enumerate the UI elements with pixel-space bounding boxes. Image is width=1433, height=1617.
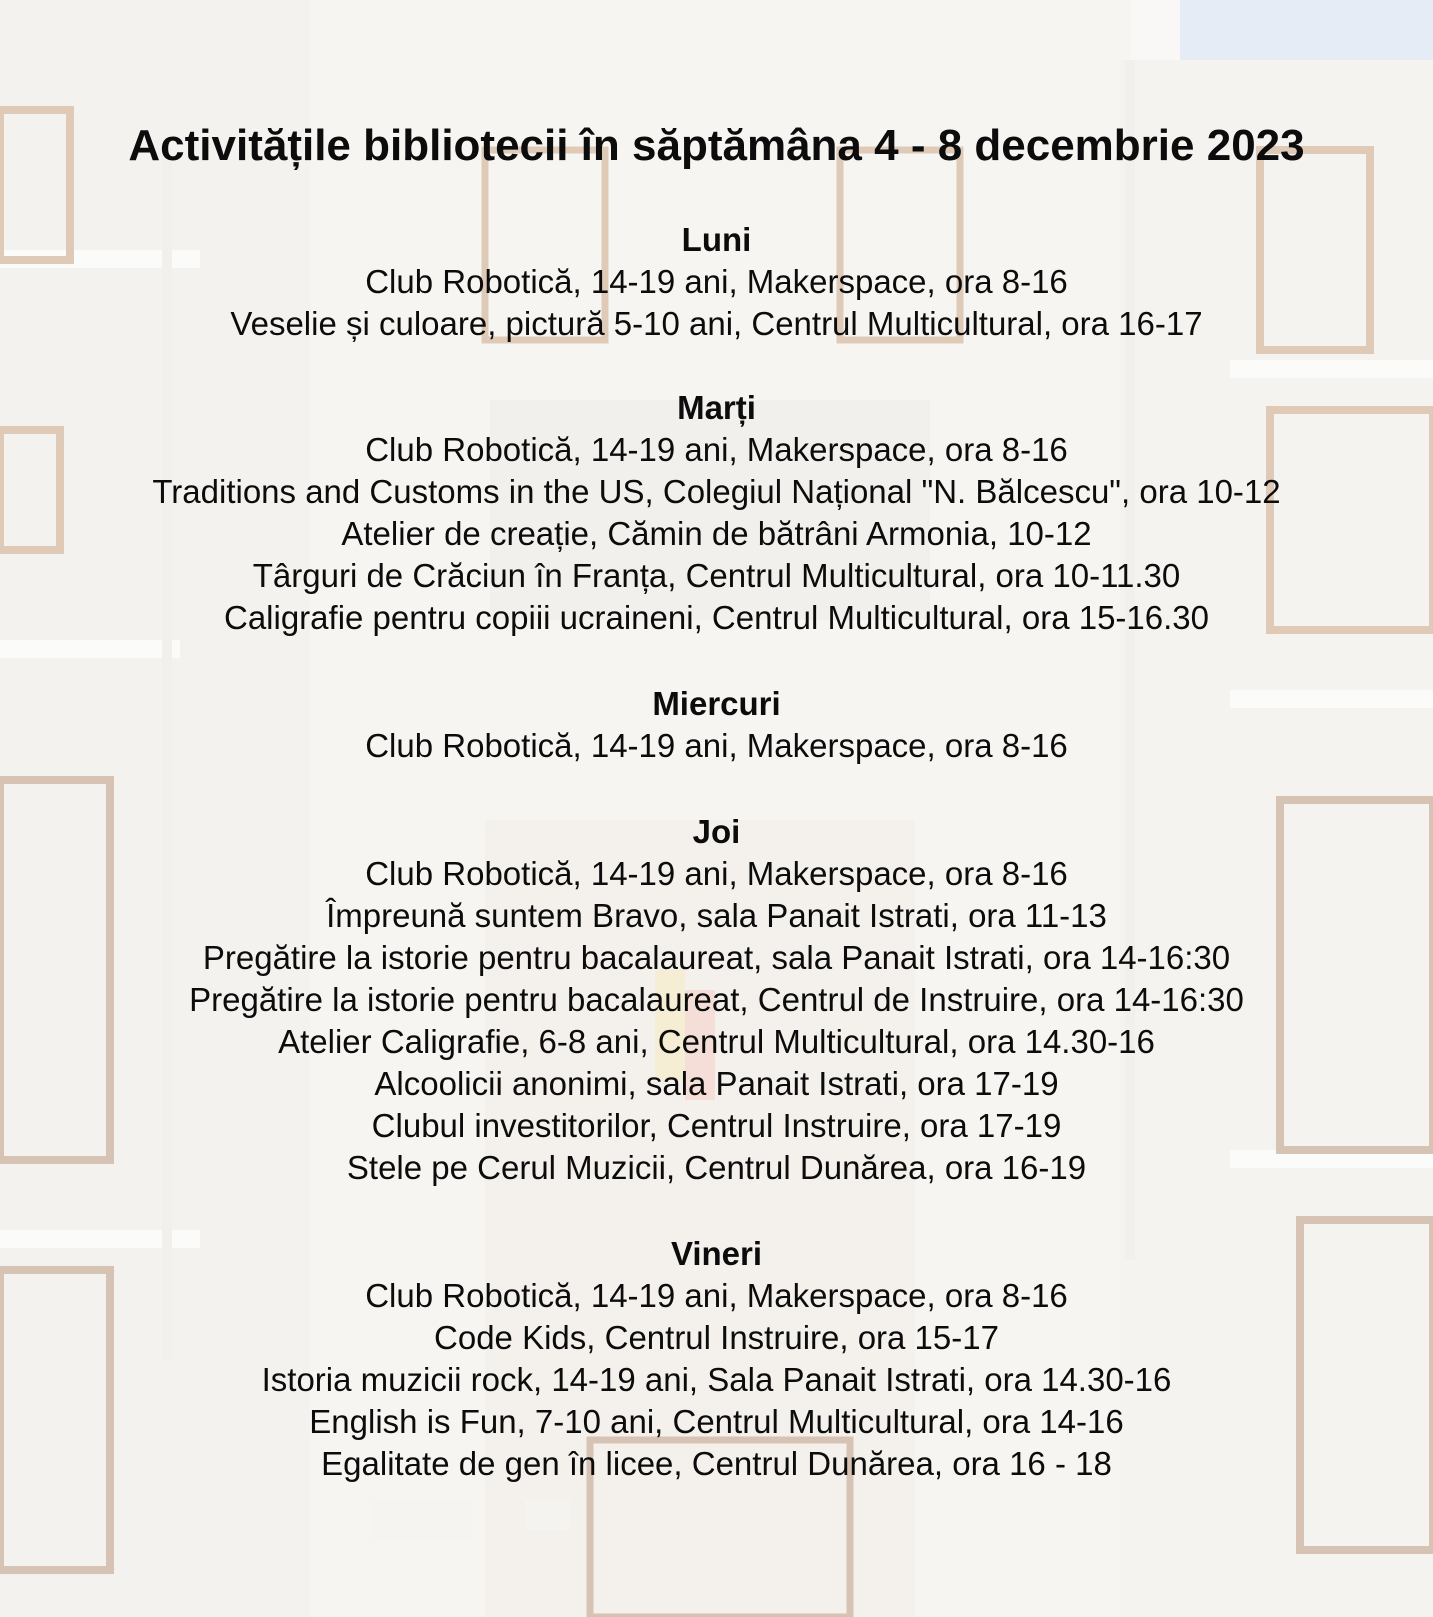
- day-section-marti: [0, 387, 1433, 639]
- event-item: Caligrafie pentru copiii ucraineni, Centrul Multicultural, ora 15-16.30: [223, 599, 1209, 636]
- page-title: Activitățile bibliotecii în săptămâna 4 - 8 decembrie 2023: [128, 121, 1305, 170]
- day-heading: Luni: [681, 221, 752, 258]
- event-item: Alcoolicii anonimi, sala Panait Istrati, ora 17-19: [374, 1065, 1059, 1102]
- day-heading: Joi: [692, 813, 741, 850]
- event-item: Traditions and Customs in the US, Colegiul Național "N. Bălcescu", ora 10-12: [152, 473, 1281, 510]
- event-item: Egalitate de gen în licee, Centrul Dunărea, ora 16 - 18: [321, 1445, 1112, 1482]
- day-section-vineri: [0, 1233, 1433, 1485]
- event-item: Târguri de Crăciun în Franța, Centrul Multicultural, ora 10-11.30: [252, 557, 1181, 594]
- day-section-luni: [0, 219, 1433, 345]
- day-section-miercuri: [0, 683, 1433, 767]
- event-item: Pregătire la istorie pentru bacalaureat, Centrul de Instruire, ora 14-16:30: [189, 981, 1244, 1018]
- day-heading: Vineri: [670, 1235, 763, 1272]
- event-item: Împreună suntem Bravo, sala Panait Istrati, ora 11-13: [326, 897, 1107, 934]
- event-item: English is Fun, 7-10 ani, Centrul Multicultural, ora 14-16: [309, 1403, 1124, 1440]
- day-heading: Marți: [677, 389, 756, 426]
- day-section-joi: [0, 811, 1433, 1189]
- event-item: Pregătire la istorie pentru bacalaureat, sala Panait Istrati, ora 14-16:30: [202, 939, 1231, 976]
- event-item: Club Robotică, 14-19 ani, Makerspace, ora 8-16: [365, 431, 1068, 468]
- event-item: Clubul investitorilor, Centrul Instruire, ora 17-19: [371, 1107, 1062, 1144]
- event-item: Club Robotică, 14-19 ani, Makerspace, ora 8-16: [365, 855, 1068, 892]
- event-item: Istoria muzicii rock, 14-19 ani, Sala Panait Istrati, ora 14.30-16: [261, 1361, 1172, 1398]
- event-item: Club Robotică, 14-19 ani, Makerspace, ora 8-16: [365, 727, 1068, 764]
- event-item: Code Kids, Centrul Instruire, ora 15-17: [434, 1319, 999, 1356]
- event-item: Veselie și culoare, pictură 5-10 ani, Centrul Multicultural, ora 16-17: [230, 305, 1203, 342]
- event-item: Stele pe Cerul Muzicii, Centrul Dunărea, ora 16-19: [346, 1149, 1087, 1186]
- day-heading: Miercuri: [652, 685, 781, 722]
- event-item: Club Robotică, 14-19 ani, Makerspace, ora 8-16: [365, 1277, 1068, 1314]
- event-item: Atelier de creație, Cămin de bătrâni Armonia, 10-12: [341, 515, 1092, 552]
- event-item: Atelier Caligrafie, 6-8 ani, Centrul Multicultural, ora 14.30-16: [278, 1023, 1155, 1060]
- event-item: Club Robotică, 14-19 ani, Makerspace, ora 8-16: [365, 263, 1068, 300]
